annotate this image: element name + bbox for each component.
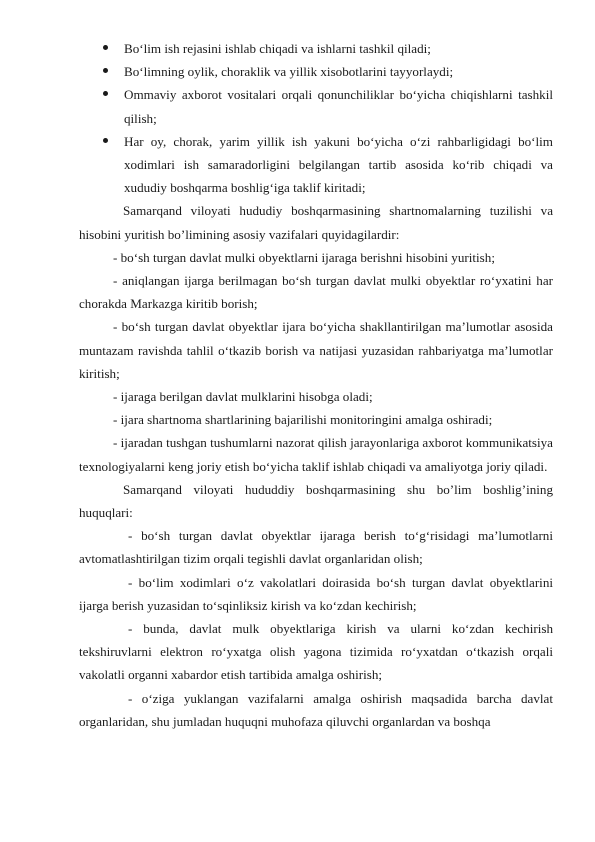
bullet-icon xyxy=(103,91,108,96)
paragraph-tasks-intro: Samarqand viloyati hududiy boshqarmasining shartnomalarning tuzilishi va hisobini yuritish bo’limining asosiy vazifalari quyidagilardir: xyxy=(79,203,553,242)
paragraph-task: - ijaradan tushgan tushumlarni nazorat qilish jarayonlariga axborot kommunikatsiya texnologiyalarni keng joriy etish bo‘yicha taklif ishlab chiqadi va amaliyotga joriy qiladi. xyxy=(79,435,553,474)
list-item-text: Ommaviy axborot vositalari orqali qonunchiliklar bo‘yicha chiqishlarni tashkil qilish; xyxy=(124,87,553,126)
duties-bullet-list xyxy=(79,37,553,199)
paragraph-rights-intro: Samarqand viloyati hududdiy boshqarmasining shu bo’lim boshlig’ining huquqlari: xyxy=(79,481,553,521)
paragraph-task: - aniqlangan ijarga berilmagan bo‘sh turgan davlat mulki obyektlar ro‘yxatini har chorakda Markazga kiritib borish; xyxy=(79,273,553,312)
list-item xyxy=(79,83,553,129)
list-item-text: Bo‘lim ish rejasini ishlab chiqadi va ishlarni tashkil qiladi; xyxy=(124,41,431,56)
bullet-icon xyxy=(103,45,108,50)
list-item xyxy=(79,130,553,200)
document-body xyxy=(79,37,553,733)
bullet-icon xyxy=(103,138,108,143)
paragraph-task: - ijaraga berilgan davlat mulklarini hisobga oladi; xyxy=(113,389,373,405)
list-item xyxy=(79,60,553,83)
list-item-text: Bo‘limning oylik, choraklik va yillik xisobotlarini tayyorlaydi; xyxy=(124,64,454,80)
paragraph-right: - bo‘lim xodimlari o‘z vakolatlari doirasida bo‘sh turgan davlat obyektlarini ijarga berish yuzasidan to‘sqinliksiz kirish va ko‘zdan kechirish; xyxy=(79,574,553,613)
paragraph-right: - bo‘sh turgan davlat obyektlar ijaraga berish to‘g‘risidagi ma’lumotlarni avtomatlashtirilgan tizim orqali tegishli davlat organlaridan olish; xyxy=(79,528,553,567)
paragraph-task: - bo‘sh turgan davlat obyektlar ijara bo‘yicha shakllantirilgan ma’lumotlar asosida muntazam ravishda tahlil o‘tkazib borish va natijasi yuzasidan rahbariyatga ma’lumotlar kiritish; xyxy=(79,319,553,381)
list-item xyxy=(79,37,553,60)
bullet-icon xyxy=(103,68,108,73)
list-item-text: Har oy, chorak, yarim yillik ish yakuni bo‘yicha o‘zi rahbarligidagi bo‘lim xodimlari ish samaradorligini belgilangan tartib asosida ko‘rib chiqadi va xududiy boshqarma boshlig‘iga taklif kiritadi; xyxy=(124,133,553,196)
paragraph-right: - bunda, davlat mulk obyektlariga kirish va ularni ko‘zdan kechirish tekshiruvlarni elektron ro‘yxatga olish yagona tizimida ro‘yxatdan o‘tkazish orqali vakolatli organni xabardor etish tartibida amalga oshirish; xyxy=(79,621,553,683)
paragraph-task: - bo‘sh turgan davlat mulki obyektlarni ijaraga berishni hisobini yuritish; xyxy=(113,249,495,265)
paragraph-right: - o‘ziga yuklangan vazifalarni amalga oshirish maqsadida barcha davlat organlaridan, shu jumladan huquqni muhofaza qiluvchi organlardan va boshqa xyxy=(79,690,553,729)
paragraph-task: - ijara shartnoma shartlarining bajarilishi monitoringini amalga oshiradi; xyxy=(113,412,493,428)
